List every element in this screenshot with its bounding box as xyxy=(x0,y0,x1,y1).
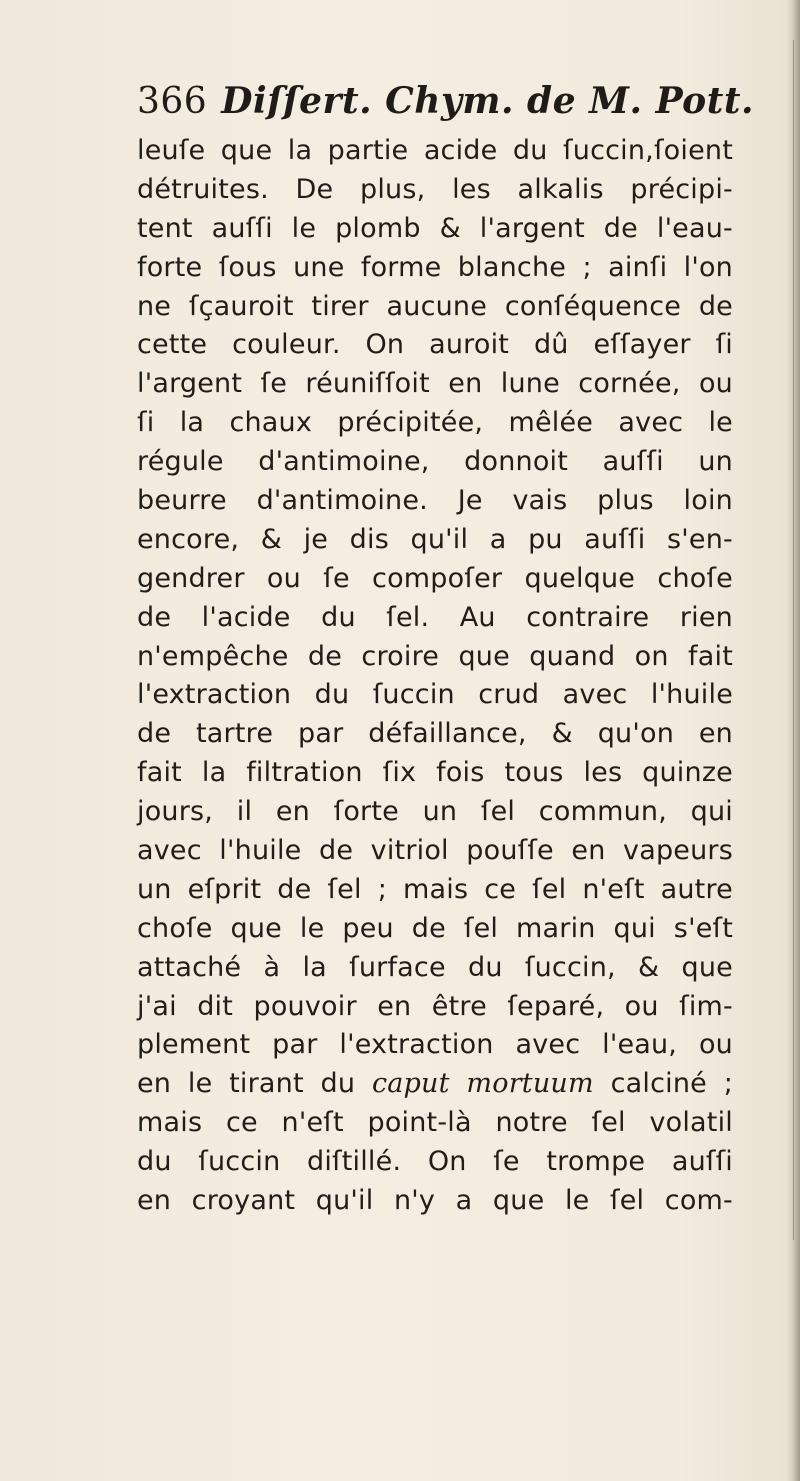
text-line: leuſe que la partie acide du ſuccin,ſoient xyxy=(137,135,733,166)
page-number: 366 xyxy=(137,81,208,122)
text-line: forte ſous une forme blanche ; ainſi l'on xyxy=(137,251,733,283)
body-text xyxy=(137,132,733,1221)
text-line: attaché à la ſurface du ſuccin, & que xyxy=(137,951,733,983)
text-line: cette couleur. On auroit dû eſſayer ſi xyxy=(137,329,733,361)
text-line: avec l'huile de vitriol pouſſe en vapeurs xyxy=(137,835,733,867)
text-line: fait la filtration ſix fois tous les quinze xyxy=(137,757,733,789)
text-line: ne ſçauroit tirer aucune conſéquence de xyxy=(137,290,733,322)
text-line: encore, & je dis qu'il a pu auſſi s'en- xyxy=(137,523,733,555)
text-segment: en le tirant du xyxy=(137,1068,372,1100)
text-line: plement par l'extraction avec l'eau, ou xyxy=(137,1029,733,1061)
running-title: Diſſert. Chym. de M. Pott. xyxy=(221,80,754,122)
text-line: gendrer ou ſe compoſer quelque choſe xyxy=(137,562,733,594)
text-segment: calciné ; xyxy=(593,1068,733,1100)
italic-phrase: caput mortuum xyxy=(371,1068,594,1100)
text-line: en croyant qu'il n'y a que le ſel com- xyxy=(137,1185,733,1217)
text-line: de tartre par défaillance, & qu'on en xyxy=(137,718,733,750)
text-line: régule d'antimoine, donnoit auſſi un xyxy=(137,446,733,478)
text-line-with-italic xyxy=(137,1065,733,1104)
text-line: beurre d'antimoine. Je vais plus loin xyxy=(137,485,733,517)
text-line: l'argent ſe réuniſſoit en lune cornée, ou xyxy=(137,368,733,400)
text-line: détruites. De plus, les alkalis précipi- xyxy=(137,173,733,205)
text-line: mais ce n'eſt point-là notre ſel volatil xyxy=(137,1107,733,1139)
text-line: tent auſſi le plomb & l'argent de l'eau- xyxy=(137,212,733,244)
text-line: choſe que le peu de ſel marin qui s'eſt xyxy=(137,912,733,944)
page-edge-line xyxy=(793,40,794,1240)
text-line: l'extraction du ſuccin crud avec l'huile xyxy=(137,679,733,711)
text-line: jours, il en ſorte un ſel commun, qui xyxy=(137,796,733,828)
text-line: de l'acide du ſel. Au contraire rien xyxy=(137,601,733,633)
text-line: n'empêche de croire que quand on fait xyxy=(137,640,733,672)
text-line: ſi la chaux précipitée, mêlée avec le xyxy=(137,407,733,439)
text-line: un eſprit de ſel ; mais ce ſel n'eſt autre xyxy=(137,873,733,905)
text-line: du ſuccin diſtillé. On ſe trompe auſſi xyxy=(137,1146,733,1178)
text-line: j'ai dit pouvoir en être ſeparé, ou ſim- xyxy=(137,990,733,1022)
running-head xyxy=(137,80,754,122)
